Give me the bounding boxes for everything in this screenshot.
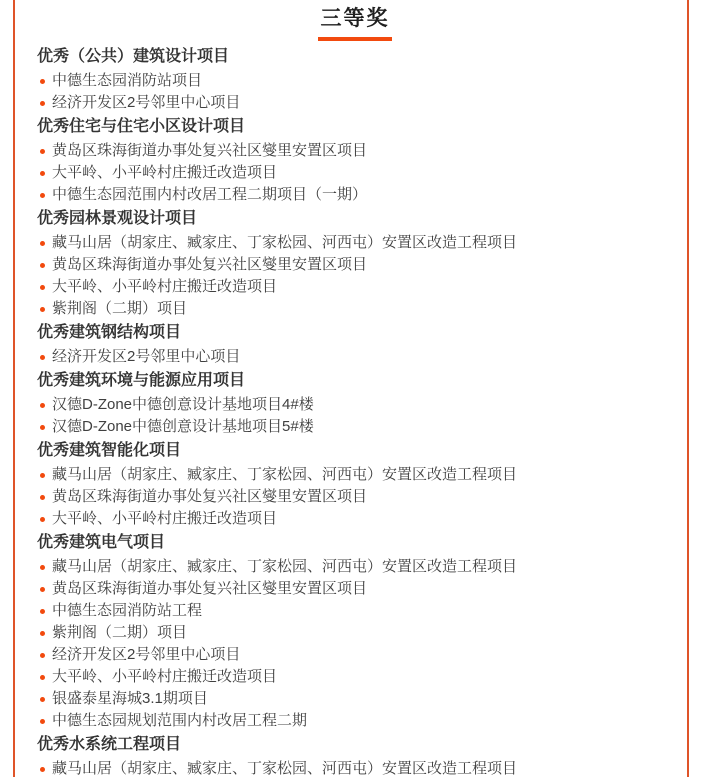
bullet-icon — [40, 565, 45, 570]
project-name: 黄岛区珠海街道办事处复兴社区燮里安置区项目 — [52, 488, 368, 505]
list-item — [37, 346, 673, 368]
list-item — [37, 92, 673, 114]
list-item — [37, 416, 673, 438]
bullet-icon — [40, 403, 45, 408]
bullet-icon — [40, 263, 45, 268]
list-item — [37, 644, 673, 666]
project-name: 中德生态园消防站工程 — [52, 602, 203, 619]
project-name: 大平岭、小平岭村庄搬迁改造项目 — [52, 510, 278, 527]
project-name: 黄岛区珠海街道办事处复兴社区燮里安置区项目 — [52, 580, 368, 597]
project-name: 藏马山居（胡家庄、臧家庄、丁家松园、河西屯）安置区改造工程项目 — [52, 558, 518, 575]
project-name: 经济开发区2号邻里中心项目 — [52, 646, 241, 663]
bullet-icon — [40, 495, 45, 500]
list-item — [37, 622, 673, 644]
bullet-icon — [40, 473, 45, 478]
bullet-icon — [40, 517, 45, 522]
section-heading: 优秀（公共）建筑设计项目 — [37, 48, 230, 65]
bullet-icon — [40, 79, 45, 84]
list-item — [37, 600, 673, 622]
bullet-icon — [40, 149, 45, 154]
page-title: 三等奖 — [320, 7, 390, 30]
bullet-icon — [40, 425, 45, 430]
project-name: 大平岭、小平岭村庄搬迁改造项目 — [52, 164, 278, 181]
list-item — [37, 556, 673, 578]
list-item — [37, 486, 673, 508]
project-name: 藏马山居（胡家庄、臧家庄、丁家松园、河西屯）安置区改造工程项目 — [52, 466, 518, 483]
bullet-icon — [40, 675, 45, 680]
project-name: 经济开发区2号邻里中心项目 — [52, 348, 241, 365]
bullet-icon — [40, 767, 45, 772]
section-heading: 优秀园林景观设计项目 — [37, 210, 198, 227]
section-heading: 优秀建筑钢结构项目 — [37, 324, 182, 341]
list-item — [37, 508, 673, 530]
list-item — [37, 666, 673, 688]
list-item — [37, 464, 673, 486]
list-item — [37, 298, 673, 320]
list-item — [37, 70, 673, 92]
bullet-icon — [40, 609, 45, 614]
project-name: 汉德D-Zone中德创意设计基地项目4#楼 — [52, 396, 314, 413]
list-item — [37, 140, 673, 162]
project-name: 大平岭、小平岭村庄搬迁改造项目 — [52, 278, 278, 295]
project-name: 紫荆阁（二期）项目 — [52, 300, 188, 317]
bullet-icon — [40, 587, 45, 592]
project-name: 黄岛区珠海街道办事处复兴社区燮里安置区项目 — [52, 142, 368, 159]
list-item — [37, 710, 673, 732]
sections — [37, 46, 673, 780]
list-item — [37, 688, 673, 710]
list-item — [37, 394, 673, 416]
project-name: 藏马山居（胡家庄、臧家庄、丁家松园、河西屯）安置区改造工程项目 — [52, 760, 518, 777]
project-name: 大平岭、小平岭村庄搬迁改造项目 — [52, 668, 278, 685]
list-item — [37, 232, 673, 254]
project-name: 汉德D-Zone中德创意设计基地项目5#楼 — [52, 418, 314, 435]
project-name: 紫荆阁（二期）项目 — [52, 624, 188, 641]
list-item — [37, 254, 673, 276]
bullet-icon — [40, 631, 45, 636]
award-article-card — [13, 0, 689, 777]
bullet-icon — [40, 653, 45, 658]
project-name: 中德生态园消防站项目 — [52, 72, 203, 89]
section-heading: 优秀建筑电气项目 — [37, 534, 166, 551]
list-item — [37, 162, 673, 184]
section-heading: 优秀住宅与住宅小区设计项目 — [37, 118, 246, 135]
project-name: 银盛泰星海城3.1期项目 — [52, 690, 208, 707]
project-name: 黄岛区珠海街道办事处复兴社区燮里安置区项目 — [52, 256, 368, 273]
bullet-icon — [40, 719, 45, 724]
bullet-icon — [40, 285, 45, 290]
section-heading: 优秀水系统工程项目 — [37, 736, 182, 753]
list-item — [37, 184, 673, 206]
project-name: 中德生态园范围内村改居工程二期项目（一期） — [52, 186, 368, 203]
list-item — [37, 578, 673, 600]
section-heading: 优秀建筑智能化项目 — [37, 442, 182, 459]
project-name: 藏马山居（胡家庄、臧家庄、丁家松园、河西屯）安置区改造工程项目 — [52, 234, 518, 251]
list-item — [37, 276, 673, 298]
bullet-icon — [40, 193, 45, 198]
bullet-icon — [40, 697, 45, 702]
bullet-icon — [40, 171, 45, 176]
bullet-icon — [40, 355, 45, 360]
section-heading: 优秀建筑环境与能源应用项目 — [37, 372, 246, 389]
title-underline — [318, 37, 392, 41]
bullet-icon — [40, 241, 45, 246]
project-name: 中德生态园规划范围内村改居工程二期 — [52, 712, 308, 729]
bullet-icon — [40, 101, 45, 106]
project-name: 经济开发区2号邻里中心项目 — [52, 94, 241, 111]
bullet-icon — [40, 307, 45, 312]
